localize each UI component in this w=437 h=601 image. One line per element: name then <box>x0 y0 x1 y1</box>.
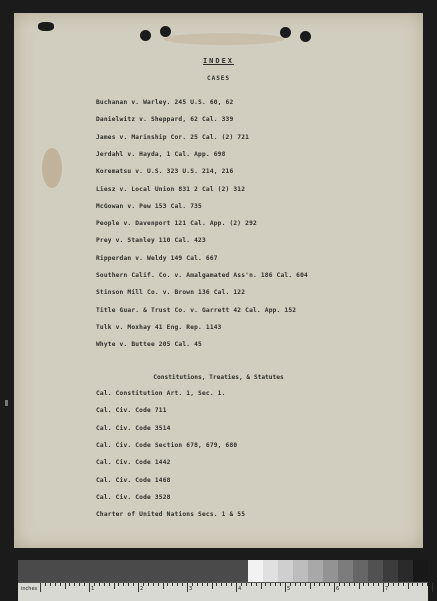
gray-patch <box>293 560 308 582</box>
statute-entry: Cal. Constitution Art. 1, Sec. 1. <box>96 390 226 397</box>
gray-patch <box>398 560 413 582</box>
ruler-tick <box>432 583 433 592</box>
ruler-tick <box>216 583 217 586</box>
ruler-tick <box>383 583 384 592</box>
ruler-tick <box>221 583 222 586</box>
ruler-tick <box>349 583 350 586</box>
ruler-tick <box>45 583 46 586</box>
ruler-tick <box>275 583 276 586</box>
case-entry: Tulk v. Moxhay 41 Eng. Rep. 1143 <box>96 323 222 331</box>
statute-entry: Cal. Civ. Code 711 <box>96 407 167 415</box>
page-title: INDEX <box>202 57 235 65</box>
ruler-tick <box>207 583 208 586</box>
document-page <box>14 13 423 548</box>
gray-patch <box>278 560 293 582</box>
ruler-tick <box>261 583 262 589</box>
ruler-tick <box>182 583 183 586</box>
ruler-tick <box>324 583 325 586</box>
ruler-number: 8 <box>434 586 437 592</box>
scale-ruler <box>18 560 437 600</box>
punch-hole <box>300 31 311 42</box>
ruler-tick <box>270 583 271 586</box>
case-entry: People v. Davenport 121 Cal. App. (2) 292 <box>96 220 257 228</box>
ruler-tick <box>393 583 394 586</box>
case-entry: Korematsu v. U.S. 323 U.S. 214, 216 <box>96 168 234 176</box>
ruler-tick <box>69 583 70 586</box>
statute-entry: Cal. Civ. Code 3528 <box>96 493 171 501</box>
case-entry: Jerdahl v. Hayda, 1 Cal. App. 698 <box>96 150 226 158</box>
ruler-tick <box>109 583 110 586</box>
ruler-tick <box>305 583 306 586</box>
paper-stain <box>42 148 62 188</box>
case-entry: Liesz v. Local Union 831 2 Cal (2) 312 <box>96 185 246 193</box>
ruler-number: 5 <box>287 586 291 592</box>
ruler-tick <box>79 583 80 586</box>
case-entry: Southern Calif. Co. v. Amalgamated Ass'n. 186 Cal. 604 <box>96 272 308 279</box>
ruler-tick <box>300 583 301 586</box>
gray-patch <box>263 560 278 582</box>
ruler-tick <box>167 583 168 586</box>
ruler-tick <box>133 583 134 586</box>
ruler-tick <box>202 583 203 586</box>
case-entry: Buchanan v. Warley. 245 U.S. 60, 62 <box>96 99 234 106</box>
ruler-number: 6 <box>336 586 340 592</box>
ruler-tick <box>334 583 335 592</box>
ruler-tick <box>408 583 409 589</box>
statute-entry: Cal. Civ. Code 1442 <box>96 459 171 467</box>
ruler-tick <box>226 583 227 586</box>
gray-patch <box>368 560 383 582</box>
gray-patch <box>308 560 323 582</box>
ruler-tick <box>256 583 257 586</box>
gray-patch <box>353 560 368 582</box>
case-entry: Prey v. Stanley 110 Cal. 423 <box>96 237 206 245</box>
statute-entry: Cal. Civ. Code 3514 <box>96 424 171 432</box>
ruler-tick <box>153 583 154 586</box>
ruler-label: inches <box>21 586 38 592</box>
case-entry: James v. Marinship Cor. 25 Cal. (2) 721 <box>96 133 250 141</box>
ruler-tick <box>118 583 119 586</box>
ruler-tick <box>359 583 360 589</box>
ruler-tick <box>329 583 330 586</box>
statute-entry: Cal. Civ. Code Section 678, 679, 680 <box>96 441 238 449</box>
ruler-tick <box>398 583 399 586</box>
ruler-tick <box>251 583 252 586</box>
case-entry: Title Guar. & Trust Co. v. Garrett 42 Cal. App. 152 <box>96 306 297 314</box>
gray-patch <box>413 560 428 582</box>
ruler-tick <box>74 583 75 586</box>
ruler-tick <box>114 583 115 589</box>
ruler-tick <box>417 583 418 586</box>
ruler-number: 1 <box>91 586 95 592</box>
paper-stain <box>164 33 284 45</box>
statutes-heading: Constitutions, Treaties, & Statutes <box>153 374 284 381</box>
case-entry: Whyte v. Buttee 205 Cal. 45 <box>96 341 202 349</box>
ruler-number: 3 <box>189 586 193 592</box>
ruler-tick <box>427 583 428 586</box>
ruler-tick <box>212 583 213 589</box>
page-subtitle: CASES <box>206 75 231 82</box>
ruler-tick <box>265 583 266 586</box>
ruler-tick <box>295 583 296 586</box>
ruler-tick <box>319 583 320 586</box>
ruler-tick <box>89 583 90 592</box>
ruler-tick <box>138 583 139 592</box>
case-entry: McGowan v. Pew 153 Cal. 735 <box>96 202 202 210</box>
ruler-tick <box>128 583 129 586</box>
ruler-tick <box>65 583 66 589</box>
punch-hole <box>38 22 54 31</box>
ruler-scale <box>18 582 437 601</box>
punch-hole <box>140 30 151 41</box>
ruler-tick <box>60 583 61 586</box>
ruler-number: 4 <box>238 586 242 592</box>
ruler-tick <box>158 583 159 586</box>
gray-patch <box>383 560 398 582</box>
gray-patch <box>338 560 353 582</box>
ruler-tick <box>363 583 364 586</box>
ruler-tick <box>231 583 232 586</box>
ruler-tick <box>40 583 41 592</box>
ruler-tick <box>285 583 286 592</box>
ruler-tick <box>412 583 413 586</box>
case-entry: Stinson Mill Co. v. Brown 136 Cal. 122 <box>96 289 246 297</box>
statute-entry: Cal. Civ. Code 1468 <box>96 476 171 484</box>
ruler-tick <box>422 583 423 586</box>
ruler-tick <box>354 583 355 586</box>
ruler-tick <box>378 583 379 586</box>
ruler-tick <box>246 583 247 586</box>
ruler-tick <box>104 583 105 586</box>
ruler-number: 2 <box>140 586 144 592</box>
ruler-tick <box>236 583 237 592</box>
ruler-tick <box>177 583 178 586</box>
ruler-tick <box>55 583 56 586</box>
ruler-tick <box>403 583 404 586</box>
ruler-tick <box>123 583 124 586</box>
ruler-tick <box>187 583 188 592</box>
ruler-tick <box>99 583 100 586</box>
gray-patch <box>248 560 263 582</box>
ruler-tick <box>310 583 311 589</box>
ruler-number: 7 <box>385 586 389 592</box>
ruler-tick <box>84 583 85 586</box>
ruler-tick <box>50 583 51 586</box>
ruler-tick <box>148 583 149 586</box>
ruler-tick <box>373 583 374 586</box>
case-entry: Ripperdan v. Weldy 149 Cal. 667 <box>96 254 218 262</box>
ruler-tick <box>344 583 345 586</box>
statute-entry: Charter of United Nations Secs. 1 & 55 <box>96 511 246 519</box>
ruler-tick <box>368 583 369 586</box>
gray-patch <box>18 560 248 582</box>
gray-patch <box>323 560 338 582</box>
ruler-tick <box>163 583 164 589</box>
ruler-tick <box>172 583 173 586</box>
ruler-tick <box>280 583 281 586</box>
ruler-tick <box>314 583 315 586</box>
ruler-tick <box>197 583 198 586</box>
edge-mark <box>5 400 8 406</box>
case-entry: Danielwitz v. Sheppard, 62 Cal. 339 <box>96 116 234 124</box>
